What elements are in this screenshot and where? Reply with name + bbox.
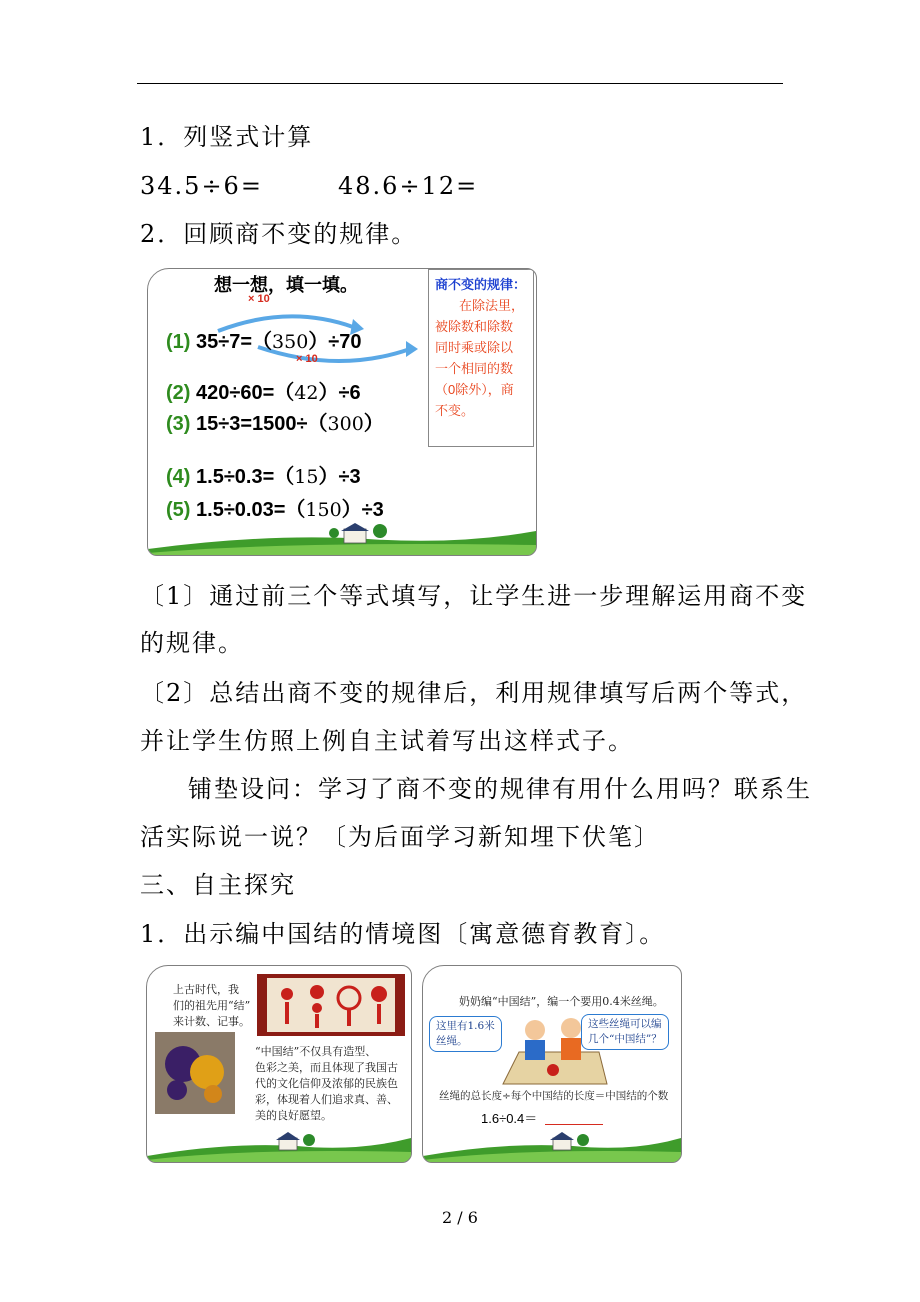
rule-line: 不变。 <box>435 403 475 418</box>
history-text-line: 上古时代，我 <box>173 983 239 996</box>
culture-text-line: 代的文化信仰及浓郁的民族色 <box>255 1077 398 1090</box>
equation-row: (1) 35÷7=（350）÷70 <box>166 331 362 353</box>
bubble-line: 这些丝绳可以编 <box>588 1018 662 1030</box>
heading-vertical-calc: 1．列竖式计算 <box>140 123 314 151</box>
rule-box <box>428 269 534 447</box>
rule-line: 在除法里， <box>459 298 525 313</box>
equation-row: (4) 1.5÷0.3=（15）÷3 <box>166 466 361 488</box>
problem-statement: 奶奶编“中国结”，编一个要用0.4米丝绳。 <box>459 995 664 1008</box>
history-text-line: 来计数、记事。 <box>173 1015 250 1028</box>
answer-blank <box>545 1124 603 1125</box>
paragraph-line: 活实际说一说？〔为后面学习新知埋下伏笔〕 <box>140 823 660 851</box>
culture-text-line: 色彩之美，而且体现了我国古 <box>255 1061 398 1074</box>
rule-line: 被除数和除数 <box>435 319 514 334</box>
landscape-footer <box>423 1130 681 1162</box>
culture-text-line: 彩，体现着人们追求真、善、 <box>255 1093 398 1106</box>
rule-line: 一个相同的数 <box>435 361 514 376</box>
knot-photo-purple <box>155 1032 235 1114</box>
knot-photo-shapes <box>155 1032 235 1114</box>
rule-title: 商不变的规律： <box>435 277 527 292</box>
heading-review-rule: 2．回顾商不变的规律。 <box>140 220 418 248</box>
paragraph-line: 的规律。 <box>140 629 244 657</box>
bubble-line: 丝绳。 <box>436 1035 468 1047</box>
culture-text-line: 美的良好愿望。 <box>255 1109 332 1122</box>
bubble-line: 几个“中国结”？ <box>588 1033 662 1045</box>
history-text-line: 们的祖先用“结” <box>173 999 251 1012</box>
rule-line: （0除外），商 <box>435 382 514 397</box>
slide-chinese-knot-history <box>146 965 412 1163</box>
paragraph-line: 并让学生仿照上例自主试着写出这样式子。 <box>140 727 634 755</box>
calc-problem-2: 48.6÷12= <box>338 172 479 200</box>
paragraph-line: 〔1〕通过前三个等式填写，让学生进一步理解运用商不变 <box>140 582 808 610</box>
bubble-line: 这里有1.6米 <box>436 1020 495 1032</box>
slide-title: 想一想，填一填。 <box>214 275 358 295</box>
knot-photo-red <box>257 974 405 1036</box>
division-expression: 1.6÷0.4＝ <box>481 1111 538 1126</box>
equation-row: (2) 420÷60=（42）÷6 <box>166 382 361 404</box>
paragraph-line: 〔2〕总结出商不变的规律后，利用规律填写后两个等式， <box>140 679 808 707</box>
header-rule <box>137 83 783 84</box>
paragraph-line: 铺垫设问：学习了商不变的规律有用什么用吗？联系生 <box>188 775 812 803</box>
rule-line: 同时乘或除以 <box>435 340 514 355</box>
multiply-label-top: × 10 <box>248 293 270 305</box>
calc-problem-1: 34.5÷6= <box>140 172 263 200</box>
landscape-footer <box>147 1130 411 1162</box>
speech-bubble-left <box>429 1016 502 1052</box>
knot-illustrations <box>257 974 405 1036</box>
formula-text: 丝绳的总长度÷每个中国结的长度＝中国结的个数 <box>439 1090 669 1102</box>
heading-chinese-knot: 1．出示编中国结的情境图〔寓意德育教育〕。 <box>140 920 666 948</box>
slide-quotient-rule <box>147 268 537 556</box>
page-number: 2 / 6 <box>442 1208 478 1227</box>
slide-grandma-knot-problem <box>422 965 682 1163</box>
equation-row: (3) 15÷3=1500÷（300） <box>166 413 384 435</box>
section-heading: 三、自主探究 <box>140 871 296 899</box>
culture-text-line: “中国结”不仅具有造型、 <box>255 1045 377 1058</box>
multiply-label-bottom: × 10 <box>296 353 318 365</box>
equation-row: (5) 1.5÷0.03=（150）÷3 <box>166 499 384 521</box>
landscape-footer <box>148 523 536 555</box>
grandma-child-illustration <box>499 1016 609 1086</box>
